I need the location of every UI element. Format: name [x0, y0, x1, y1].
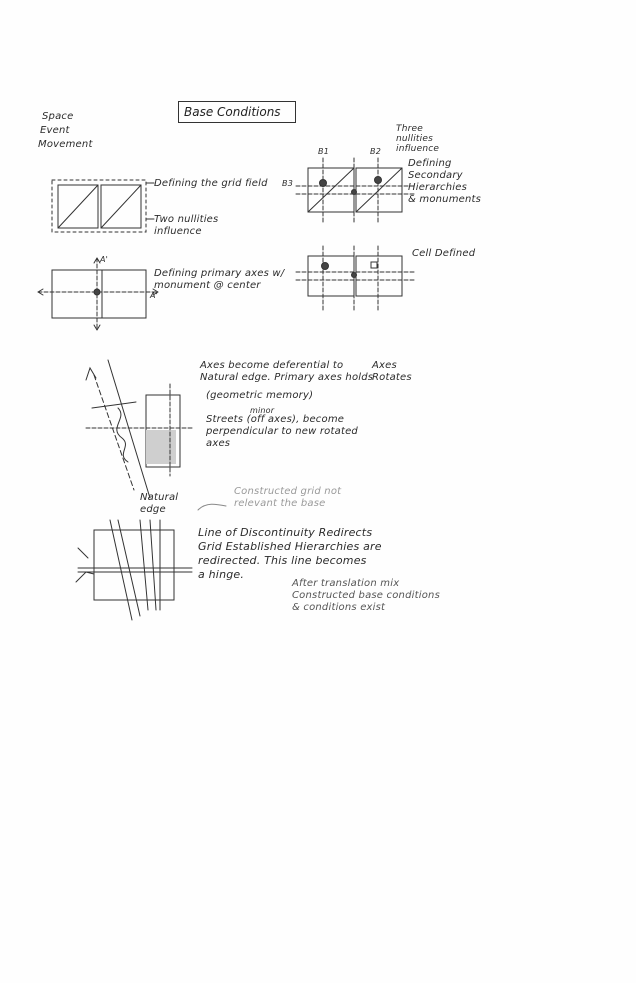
note-after-translation: After translation mix Constructed base conditions & conditions exist	[292, 578, 440, 613]
note-faint: Constructed grid not relevant the base	[234, 486, 342, 509]
note-axes-rotates: Axes Rotates	[372, 360, 412, 383]
note-minor: minor	[250, 406, 275, 415]
note-primary-axes: Defining primary axes w/ monument @ center	[154, 268, 285, 291]
term-space: Space	[42, 111, 74, 122]
cell-defined-diagram	[296, 246, 414, 310]
note-natural-edge: Natural edge	[140, 492, 179, 515]
secondary-hierarchies-diagram	[296, 158, 414, 222]
rotated-axes-diagram	[86, 360, 192, 498]
note-two-nullities: Two nullities influence	[154, 214, 219, 237]
primary-axes-diagram	[38, 258, 158, 330]
label-b2: B2	[370, 147, 381, 156]
term-movement: Movement	[38, 139, 93, 150]
note-three-nullities: Three nullities influence	[396, 124, 440, 154]
note-grid-field: Defining the grid field	[154, 178, 268, 189]
discontinuity-diagram	[76, 520, 192, 620]
note-axes-deferential: Axes become deferential to Natural edge. Primary axes holds	[200, 360, 374, 383]
page-title: Base Conditions	[184, 105, 281, 119]
term-event: Event	[40, 125, 70, 136]
label-b3: B3	[282, 179, 293, 188]
note-cell-defined: Cell Defined	[412, 248, 476, 259]
note-geometric-memory: (geometric memory)	[206, 390, 314, 401]
label-b1: B1	[318, 147, 329, 156]
label-a2-prime: A'	[150, 291, 159, 300]
note-streets: Streets (off axes), become perpendicular to new rotated axes	[206, 414, 358, 449]
note-discontinuity: Line of Discontinuity Redirects Grid Established Hierarchies are redirected. This line becomes a hinge.	[198, 526, 382, 581]
label-a-prime: A'	[100, 255, 109, 264]
note-secondary: Defining Secondary Hierarchies & monuments	[408, 158, 482, 205]
grid-field-diagram	[52, 180, 154, 232]
